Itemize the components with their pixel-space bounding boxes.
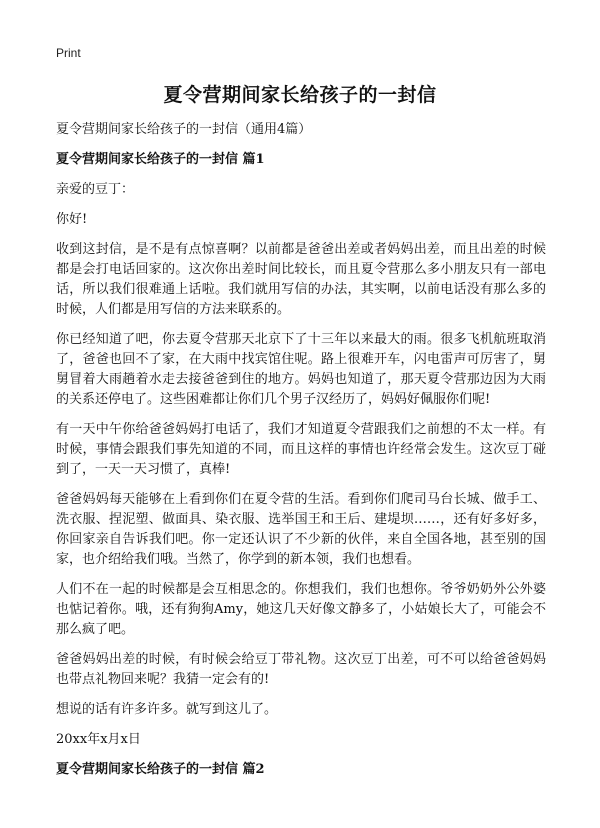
letter-paragraph: 爸爸妈妈每天能够在上看到你们在夏令营的生活。看到你们爬司马台长城、做手工、洗衣服、捏泥塑、做面具、染衣服、选举国王和王后、建堤坝……，还有好多好多，你回家亲自告诉我们吧。你一定还认识了不少新的伙伴，来自全国各地，甚至别的国家，也介绍给我们哦。当然了，你学到的新本领，我们也想看。: [56, 492, 546, 567]
letter-paragraph: 收到这封信，是不是有点惊喜啊？以前都是爸爸出差或者妈妈出差，而且出差的时候都是会打电话回家的。这次你出差时间比较长，而且夏令营那么多小朋友只有一部电话，所以我们很难通上话啦。我们就用写信的办法，其实啊，以前电话没有那么多的时候，人们都是用写信的方法来联系的。: [56, 242, 546, 317]
document-subtitle: 夏令营期间家长给孩子的一封信（通用4篇）: [56, 122, 312, 137]
letter-paragraph: 你已经知道了吧，你去夏令营那天北京下了十三年以来最大的雨。很多飞机航班取消了，爸爸也回不了家，在大雨中找宾馆住呢。路上很难开车，闪电雷声可厉害了，舅舅冒着大雨趟着水走去接爸爸到住的地方。妈妈也知道了，那天夏令营那边因为大雨的关系还停电了。这些困难都让你们几个男子汉经历了，妈妈好佩服你们呢!: [56, 332, 546, 407]
letter-paragraph: 爸爸妈妈出差的时候，有时候会给豆丁带礼物。这次豆丁出差，可不可以给爸爸妈妈也带点礼物回来呢？我猜一定会有的!: [56, 652, 546, 687]
letter-paragraph: 人们不在一起的时候都是会互相思念的。你想我们，我们也想你。爷爷奶奶外公外婆也惦记着你。哦，还有狗狗Amy，她这几天好像文静多了，小姑娘长大了，可能会不那么疯了吧。: [56, 582, 546, 637]
letter-salutation: 亲爱的豆丁：: [56, 182, 135, 197]
section-heading-2: 夏令营期间家长给孩子的一封信 篇2: [56, 762, 265, 777]
print-link[interactable]: Print: [56, 46, 81, 60]
letter-paragraph: 想说的话有许多许多。就写到这儿了。: [56, 702, 278, 717]
section-heading-1: 夏令营期间家长给孩子的一封信 篇1: [56, 152, 265, 167]
letter-content: [56, 120, 546, 790]
letter-paragraph: 有一天中午你给爸爸妈妈打电话了，我们才知道夏令营跟我们之前想的不太一样。有时候，事情会跟我们事先知道的不同，而且这样的事情也许经常会发生。这次豆丁碰到了，一天一天习惯了，真棒!: [56, 422, 546, 477]
letter-date: 20xx年x月x日: [56, 732, 141, 747]
letter-greeting: 你好!: [56, 212, 88, 227]
page-title: 夏令营期间家长给孩子的一封信: [163, 84, 437, 106]
